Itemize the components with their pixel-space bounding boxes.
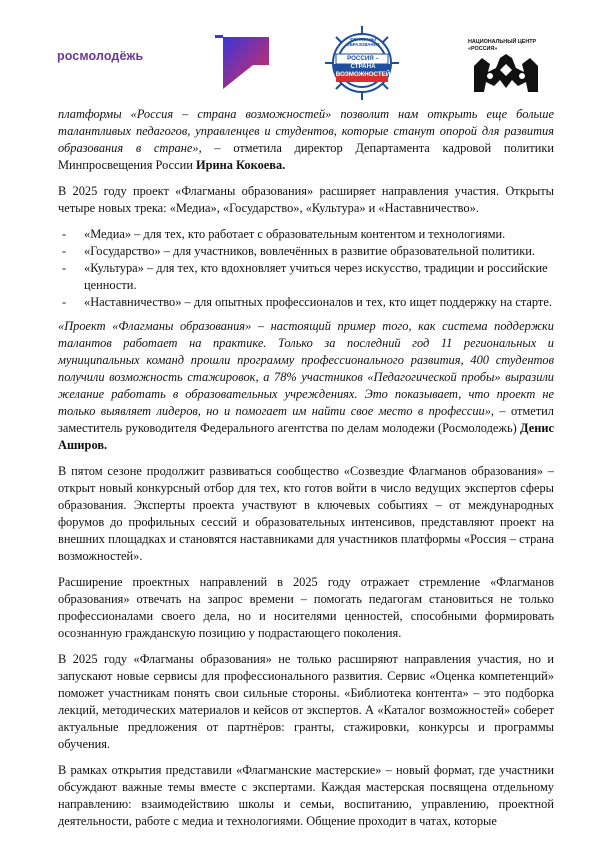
bullet-mark: - [62,244,67,258]
attribution-text: – отметил заместитель руководителя Федерального агентства по делам молодежи (Росмолодежь) [58,404,554,435]
list-item [62,243,554,260]
attribution-text: – отметила директор Департамента кадровой политики Минпросвещения России [58,141,554,172]
logo-bar [0,0,604,100]
national-projects-text: НАЦИОНАЛЬНЫЕ ПРОЕКТЫ РОССИИ [12,7,45,21]
list-item-text: «Наставничество» – для опытных профессионалов и тех, кто ищет поддержку на старте. [84,295,552,309]
paragraph-ashirov-quote [58,318,554,454]
list-item [62,294,554,311]
paragraph-workshops: В рамках открытия представили «Флагманские мастерские» – новый формат, где участники обсуждают важные темы вместе с экспертами. Каждая мастерская посвящена отдельному направлению: взаимодействию школы и семьи, воспитанию, управлению, проектной деятельности, работе с медиа и технологиями. Общение проходит в чатах, которые [58,763,554,828]
paragraph-kokoeva-quote [58,106,554,174]
national-center-title: НАЦИОНАЛЬНЫЙ ЦЕНТР «РОССИЯ» [468,39,537,52]
tracks-list [58,226,554,311]
paragraph-expansion: Расширение проектных направлений в 2025 году отражает стремление «Флагманов образования» отвечать на запрос времени – помогать педагогам становиться не только профессионалами своего дела, но и носителями ценностей, способными формировать осознанную гражданскую позицию у подрастающего поколения. [58,575,554,640]
speaker-name: Ирина Кокоева. [195,158,286,172]
national-projects-logo [213,35,279,91]
bullet-mark: - [62,295,67,309]
press-release-body [58,106,554,839]
paragraph-new-tracks: В 2025 году проект «Флагманы образования» расширяет направления участия. Открыты четыре новых трека: «Медиа», «Государство», «Культура» и «Наставничество». [58,184,554,215]
list-item-text: «Медиа» – для тех, кто работает с образовательным контентом и технологиями. [84,227,506,241]
bullet-mark: - [62,227,67,241]
list-item-text: «Культура» – для тех, кто вдохновляет учиться через искусство, традиции и российские ценности. [84,261,548,292]
speaker-name: Денис Аширов. [58,421,554,452]
paragraph-new-services: В 2025 году «Флагманы образования» не только расширяют направления участия, но и запускают новые сервисы для профессионального развития. Сервис «Оценка компетенций» поможет участникам понять свои сильные стороны. «Библиотека контента» – это подборка лекций, методических материалов и кейсов от экспертов. А «Каталог возможностей» соберет актуальные предложения от партнёров: гранты, стажировки, конкурсы и программы обучения. [58,652,554,751]
flagmany-platform: РОССИЯ – СТРАНА ВОЗМОЖНОСТЕЙ [335,55,391,78]
list-item [62,226,554,243]
paragraph-constellation: В пятом сезоне продолжит развиваться сообщество «Созвездие Флагманов образования» – открыт новый конкурсный отбор для тех, кто готов войти в число ведущих экспертов сферы образования. Эксперты проекта участвуют в ключевых событиях – от международных форумов до профильных сессий и образовательных интенсивов, представляют проект на внешних площадках и становятся наставниками для участников платформы «Россия – страна возможностей». [58,464,554,563]
quote-text: платформы «Россия – страна возможностей» позволит нам открыть еще больше талантливых педагогов, управленцев и студентов, которые станут опорой для развития образования в стране», [58,107,554,155]
flagmany-title: ФЛАГМАНЫ ОБРАЗОВАНИЯ [346,37,380,47]
list-item-text: «Государство» – для участников, вовлечённых в развитие образовательной политики. [84,244,535,258]
rosmolodezh-logo: росмолодёжь [57,49,144,63]
bullet-mark: - [62,261,67,275]
list-item [62,260,554,294]
quote-text: «Проект «Флагманы образования» – настоящий пример того, как система поддержки талантов работает на практике. Только за последний год 11 региональных и муниципальных команд прошли программу профессионального развития, 400 студентов получили возможность стажировок, а 78% участников «Педагогической пробы» выразили желание работать в образовательных учреждениях. Это показывает, что проект не только выявляет лидеров, но и помогает им найти свое место в профессии», [58,319,554,418]
national-center-emblem [470,52,542,96]
